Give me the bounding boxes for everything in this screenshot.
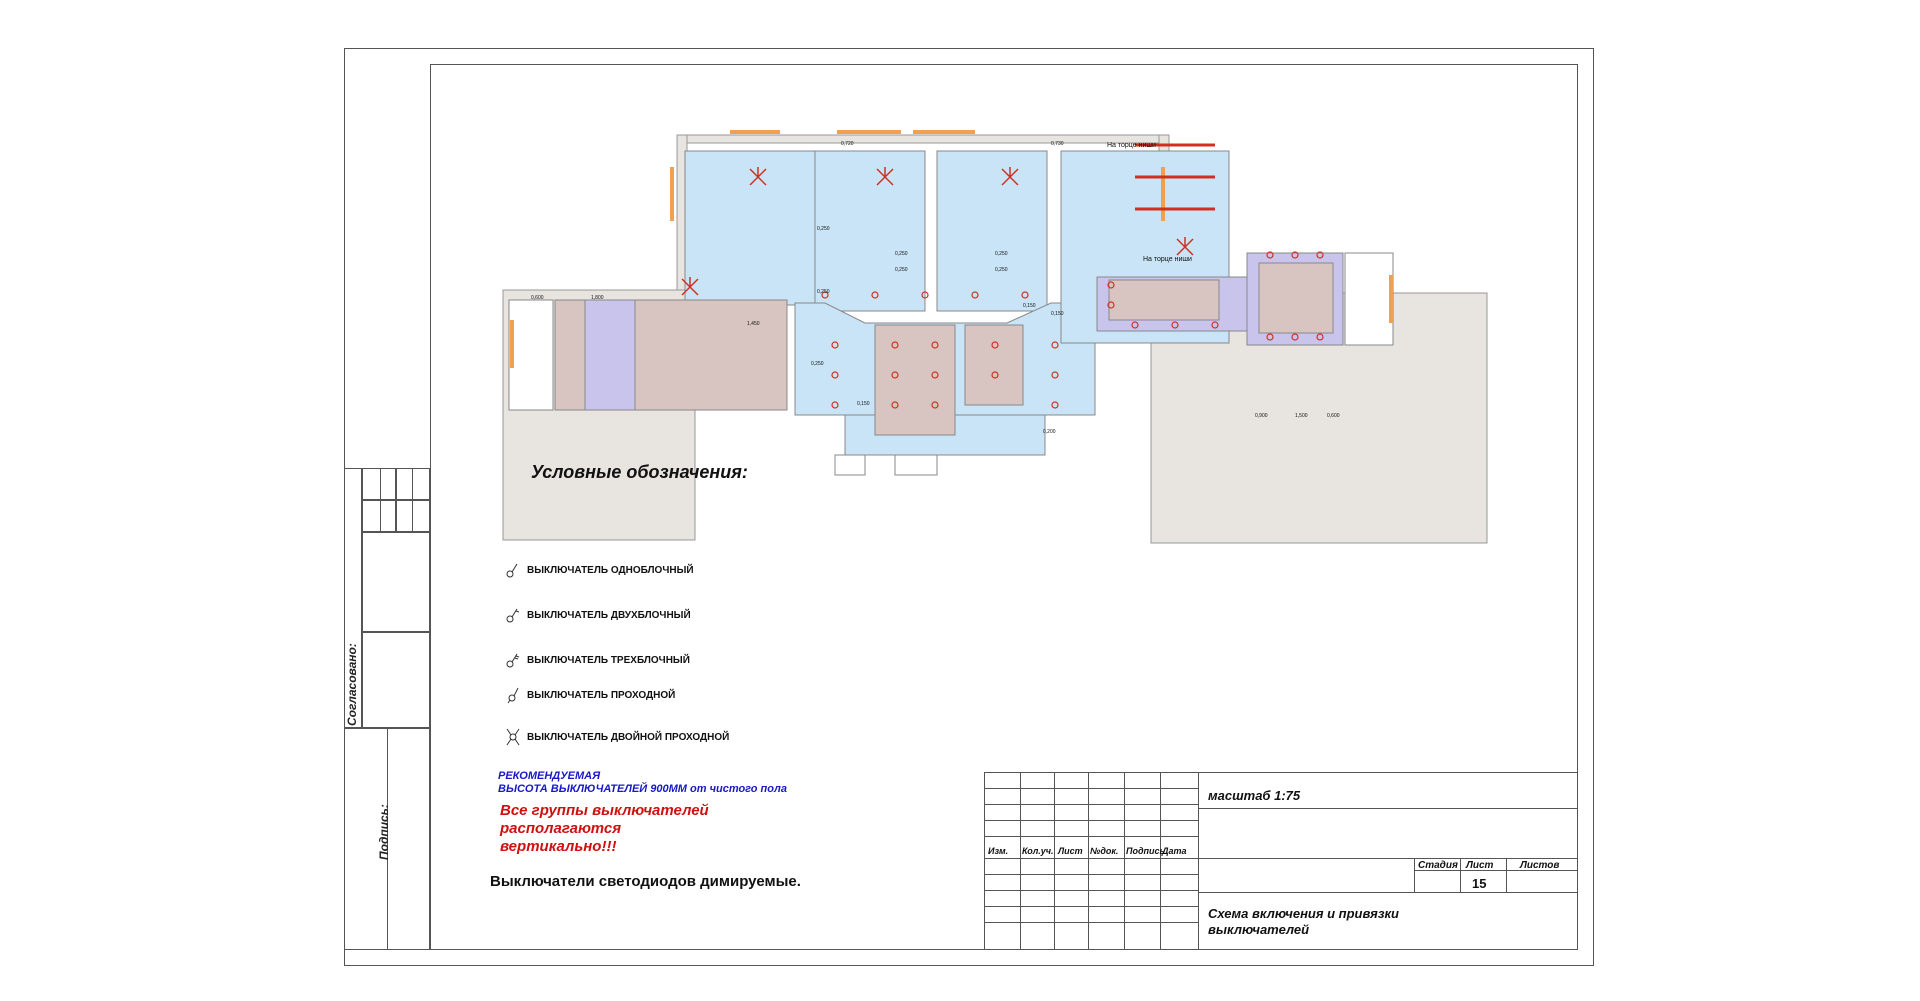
tb-line [984,906,1198,907]
col-izm: Изм. [988,846,1009,856]
dim-label: 0,250 [995,267,1008,273]
room-right-balcony [1345,253,1393,345]
dim-label: 0,250 [995,251,1008,257]
tb-line [984,836,1198,837]
floor-plan [495,125,1505,600]
warning-line-3: вертикально!!! [500,838,617,855]
warning-line-1: Все группы выключателей [500,802,709,819]
sheet-label: Лист [1466,860,1494,871]
sheets-label: Листов [1520,860,1560,871]
dim-label: 0,900 [1255,413,1268,419]
tb-line [984,922,1198,923]
drawing-title-line-1: Схема включения и привязки [1208,906,1400,921]
tb-line [984,890,1198,891]
dim-label: 0,250 [895,251,908,257]
dim-label: 0,250 [817,226,830,232]
niche-label: На торце ниши [1143,256,1192,263]
legend-item [505,728,729,746]
tb-line [984,788,1198,789]
tb-line [1460,858,1461,892]
tb-line [984,858,1578,859]
tb-line [1506,858,1507,892]
room-bath-1 [835,455,865,475]
col-list: Лист [1058,846,1083,856]
tb-line [984,772,1578,773]
col-podpis: Подпись [1126,846,1165,856]
room-upper-mid-2 [937,151,1047,311]
legend-item [505,606,691,624]
scale-label: масштаб 1:75 [1208,788,1301,803]
legend-label: ВЫКЛЮЧАТЕЛЬ ДВОЙНОЙ ПРОХОДНОЙ [527,731,730,743]
room-left-closet [555,300,585,410]
niche-label: На торце ниши [1107,142,1156,149]
legend-label: ВЫКЛЮЧАТЕЛЬ ДВУХБЛОЧНЫЙ [527,609,691,621]
room-right-kitchen [1109,280,1219,320]
room-left-bedroom [635,300,787,410]
room-lower-center-1 [875,325,955,435]
dim-label: 0,600 [1327,413,1340,419]
switch-double-icon [505,606,521,624]
dim-label: 0,730 [1051,141,1064,147]
tb-line [1414,858,1415,892]
recommended-line-2: ВЫСОТА ВЫКЛЮЧАТЕЛЕЙ 900ММ от чистого пола [498,783,787,795]
legend-item [505,561,694,579]
stage-label: Стадия [1418,860,1458,871]
legend-item [505,686,675,704]
window [913,130,975,134]
dim-label: 1,800 [591,295,604,301]
room-left-wardrobe [585,300,635,410]
room-right-bedroom [1259,263,1333,333]
sheet-number: 15 [1472,876,1487,891]
switch-triple-icon [505,651,521,669]
window [730,130,780,134]
tb-line [1088,772,1089,950]
tb-line [1054,772,1055,950]
tb-line [984,874,1198,875]
recommended-line-1: РЕКОМЕНДУЕМАЯ [498,770,601,782]
approved-label: Согласовано: [345,643,359,726]
switch-single-icon [505,561,521,579]
legend-label: ВЫКЛЮЧАТЕЛЬ ОДНОБЛОЧНЫЙ [527,564,694,576]
col-ndok: №док. [1090,846,1119,856]
col-kol: Кол.уч. [1022,846,1054,856]
tb-line [1198,892,1578,893]
dim-label: 0,600 [531,295,544,301]
vertical-warning-note [500,802,709,856]
dim-label: 0,720 [841,141,854,147]
drawing-title-line-2: выключателей [1208,922,1310,937]
warning-line-2: располагаются [500,820,622,837]
col-data: Дата [1162,846,1187,856]
approval-side-table [344,468,430,950]
dim-label: 1,500 [1295,413,1308,419]
room-left-balcony [509,300,553,410]
tb-line [1198,808,1578,809]
title-block [984,772,1578,950]
window [1389,275,1393,323]
dim-label: 1,450 [747,321,760,327]
legend-title: Условные обозначения: [531,462,748,482]
legend-item [505,651,690,669]
signature-label: Подпись: [377,804,391,860]
tb-line [1160,772,1161,950]
switch-double-passthrough-icon [505,728,521,746]
switch-passthrough-icon [505,686,521,704]
window [510,320,514,368]
dim-label: 0,250 [817,289,830,295]
side-table-subcol [380,468,396,532]
room-bath-2 [895,455,937,475]
side-table-row [362,632,430,728]
dim-label: 0,250 [811,361,824,367]
dimmable-note: Выключатели светодиодов димируемые. [490,873,801,890]
dim-label: 0,250 [895,267,908,273]
window [670,167,674,221]
legend-label: ВЫКЛЮЧАТЕЛЬ ТРЕХБЛОЧНЫЙ [527,654,690,666]
side-table-row [362,532,430,632]
tb-line [1198,772,1199,950]
tb-line [984,804,1198,805]
dim-label: 0,150 [1051,311,1064,317]
dim-label: 0,150 [1023,303,1036,309]
room-upper-mid-1 [815,151,925,311]
wall-top [677,135,1169,143]
window [837,130,901,134]
dim-label: 0,200 [1043,429,1056,435]
tb-line [1124,772,1125,950]
window [1161,167,1165,221]
legend-label: ВЫКЛЮЧАТЕЛЬ ПРОХОДНОЙ [527,689,676,701]
side-table-subcol [396,468,413,532]
room-lower-center-2 [965,325,1023,405]
tb-line [984,820,1198,821]
tb-line [1020,772,1021,950]
dim-label: 0,150 [857,401,870,407]
tb-line [984,772,985,950]
recommended-height-note [498,770,787,796]
